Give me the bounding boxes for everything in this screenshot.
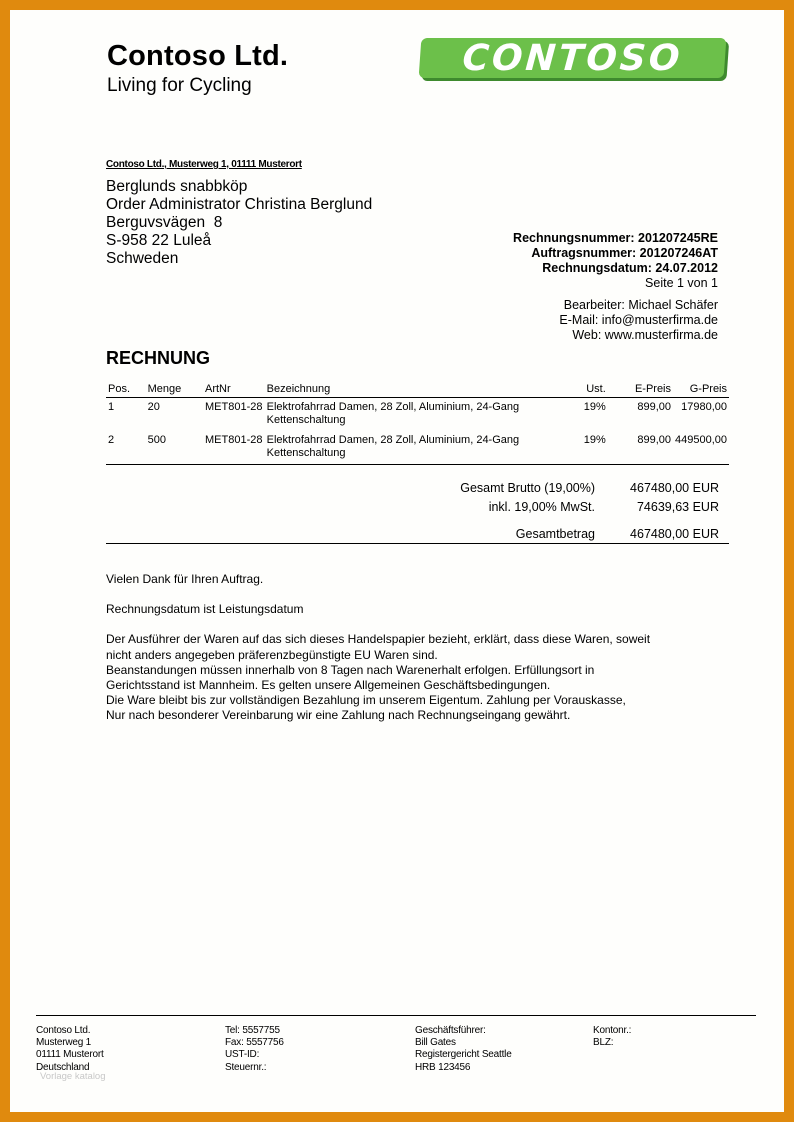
email: E-Mail: info@musterfirma.de bbox=[559, 313, 718, 327]
col-qty: Menge bbox=[146, 382, 203, 398]
company-name: Contoso Ltd. bbox=[107, 40, 289, 72]
cell-pos: 1 bbox=[108, 401, 115, 413]
table-header-row bbox=[106, 382, 729, 398]
grand-total-label: Gesamtbetrag bbox=[515, 527, 595, 541]
gross-total-value: 467480,00 EUR bbox=[630, 481, 719, 495]
footer-line: UST-ID: bbox=[225, 1049, 260, 1061]
vat-row bbox=[375, 500, 719, 519]
footer-line: Steuernr.: bbox=[225, 1061, 267, 1073]
footer-line: Kontonr.: bbox=[593, 1025, 632, 1036]
col-total-price: G-Preis bbox=[673, 382, 729, 398]
terms-line: Beanstandungen müssen innerhalb von 8 Tagen nach Warenerhalt erfolgen. Erfüllungsort in bbox=[106, 662, 595, 677]
terms-line: Gerichtsstand ist Mannheim. Es gelten unsere Allgemeinen Geschäftsbedingungen. bbox=[106, 678, 551, 693]
footer-address bbox=[36, 1025, 104, 1074]
footer-line: 01111 Musterort bbox=[36, 1049, 104, 1061]
totals-block bbox=[375, 481, 719, 546]
desc-line: Elektrofahrrad Damen, 28 Zoll, Aluminium, 24-Gang bbox=[266, 434, 520, 446]
cell-qty: 500 bbox=[146, 431, 203, 465]
footer-line: BLZ: bbox=[593, 1037, 614, 1049]
table-row bbox=[106, 398, 729, 432]
sender-address-line: Contoso Ltd., Musterweg 1, 01111 Musterort bbox=[106, 159, 302, 170]
recipient-address bbox=[106, 178, 372, 268]
invoice-number: Rechnungsnummer: 201207245RE bbox=[513, 231, 718, 245]
desc-line: Elektrofahrrad Damen, 28 Zoll, Aluminium, 24-Gang bbox=[266, 401, 520, 413]
col-unit-price: E-Preis bbox=[608, 382, 673, 398]
website: Web: www.musterfirma.de bbox=[572, 328, 718, 342]
desc-line: Kettenschaltung bbox=[266, 447, 346, 459]
footer-line: Contoso Ltd. bbox=[36, 1025, 91, 1036]
invoice-page bbox=[10, 10, 784, 1112]
cell-art: MET801-28 bbox=[205, 401, 263, 413]
cell-art: MET801-28 bbox=[203, 431, 265, 465]
terms-line: Nur nach besonderer Vereinbarung wir eine Zahlung nach Rechnungseingang gewährt. bbox=[106, 708, 571, 723]
contact-info bbox=[559, 298, 718, 343]
col-pos: Pos. bbox=[106, 382, 146, 398]
page-number: Seite 1 von 1 bbox=[645, 276, 718, 290]
footer-line: Registergericht Seattle bbox=[415, 1049, 512, 1061]
cell-desc bbox=[265, 431, 563, 465]
terms-line: nicht anders angegeben präferenzbegünstigte EU Waren sind. bbox=[106, 647, 438, 662]
footer-line: Tel: 5557755 bbox=[225, 1025, 280, 1036]
document-title: RECHNUNG bbox=[106, 348, 211, 368]
footer-bank bbox=[593, 1025, 631, 1049]
recipient-line: S-958 22 Luleå bbox=[106, 232, 212, 249]
table-row bbox=[106, 431, 729, 465]
terms-line: Die Ware bleibt bis zur vollständigen Bezahlung im unserem Eigentum. Zahlung per Vorauskasse, bbox=[106, 693, 626, 708]
order-number: Auftragsnummer: 201207246AT bbox=[531, 246, 718, 260]
date-note: Rechnungsdatum ist Leistungsdatum bbox=[106, 602, 304, 617]
col-vat: Ust. bbox=[562, 382, 607, 398]
invoice-meta bbox=[513, 231, 718, 291]
recipient-line: Schweden bbox=[106, 250, 179, 267]
cell-vat: 19% bbox=[562, 431, 607, 465]
closing-texts bbox=[106, 572, 746, 724]
invoice-items-table bbox=[106, 382, 729, 465]
footer-line: HRB 123456 bbox=[415, 1061, 471, 1073]
footer-divider bbox=[36, 1015, 756, 1016]
footer-line: Fax: 5557756 bbox=[225, 1037, 284, 1049]
gross-total-row bbox=[375, 481, 719, 500]
cell-unit-price: 899,00 bbox=[608, 431, 673, 465]
watermark: Vorlage katalog bbox=[40, 1071, 106, 1082]
footer-line: Musterweg 1 bbox=[36, 1037, 92, 1049]
invoice-date: Rechnungsdatum: 24.07.2012 bbox=[542, 261, 718, 275]
cell-unit-price: 899,00 bbox=[637, 401, 671, 413]
vat-label: inkl. 19,00% MwSt. bbox=[488, 500, 595, 514]
clerk: Bearbeiter: Michael Schäfer bbox=[563, 298, 718, 312]
company-slogan: Living for Cycling bbox=[107, 75, 252, 96]
contoso-logo bbox=[419, 38, 727, 78]
cell-qty: 20 bbox=[147, 401, 160, 413]
footer-line: Bill Gates bbox=[415, 1037, 456, 1049]
recipient-line: Order Administrator Christina Berglund bbox=[106, 196, 373, 213]
footer-line: Deutschland bbox=[36, 1061, 90, 1073]
vat-value: 74639,63 EUR bbox=[636, 500, 719, 514]
cell-total-price: 449500,00 bbox=[673, 431, 729, 465]
cell-vat: 19% bbox=[583, 401, 606, 413]
footer-line: Geschäftsführer: bbox=[415, 1025, 486, 1036]
recipient-line: Berglunds snabbköp bbox=[106, 178, 248, 195]
col-desc: Bezeichnung bbox=[265, 382, 563, 398]
logo-text: CONTOSO bbox=[461, 37, 684, 79]
terms-text bbox=[106, 632, 746, 723]
thanks-text: Vielen Dank für Ihren Auftrag. bbox=[106, 572, 264, 586]
cell-total-price: 17980,00 bbox=[681, 401, 727, 413]
grand-total-value: 467480,00 EUR bbox=[630, 527, 719, 541]
cell-desc bbox=[265, 398, 563, 432]
desc-line: Kettenschaltung bbox=[266, 414, 346, 426]
terms-line: Der Ausführer der Waren auf das sich dieses Handelspapier bezieht, erklärt, dass diese Waren, soweit bbox=[106, 632, 651, 647]
totals-divider bbox=[106, 543, 729, 544]
col-art: ArtNr bbox=[203, 382, 265, 398]
recipient-line: Berguvsvägen 8 bbox=[106, 214, 223, 231]
footer-management bbox=[415, 1025, 512, 1074]
cell-pos: 2 bbox=[106, 431, 146, 465]
footer-contact bbox=[225, 1025, 284, 1074]
gross-total-label: Gesamt Brutto (19,00%) bbox=[460, 481, 595, 495]
